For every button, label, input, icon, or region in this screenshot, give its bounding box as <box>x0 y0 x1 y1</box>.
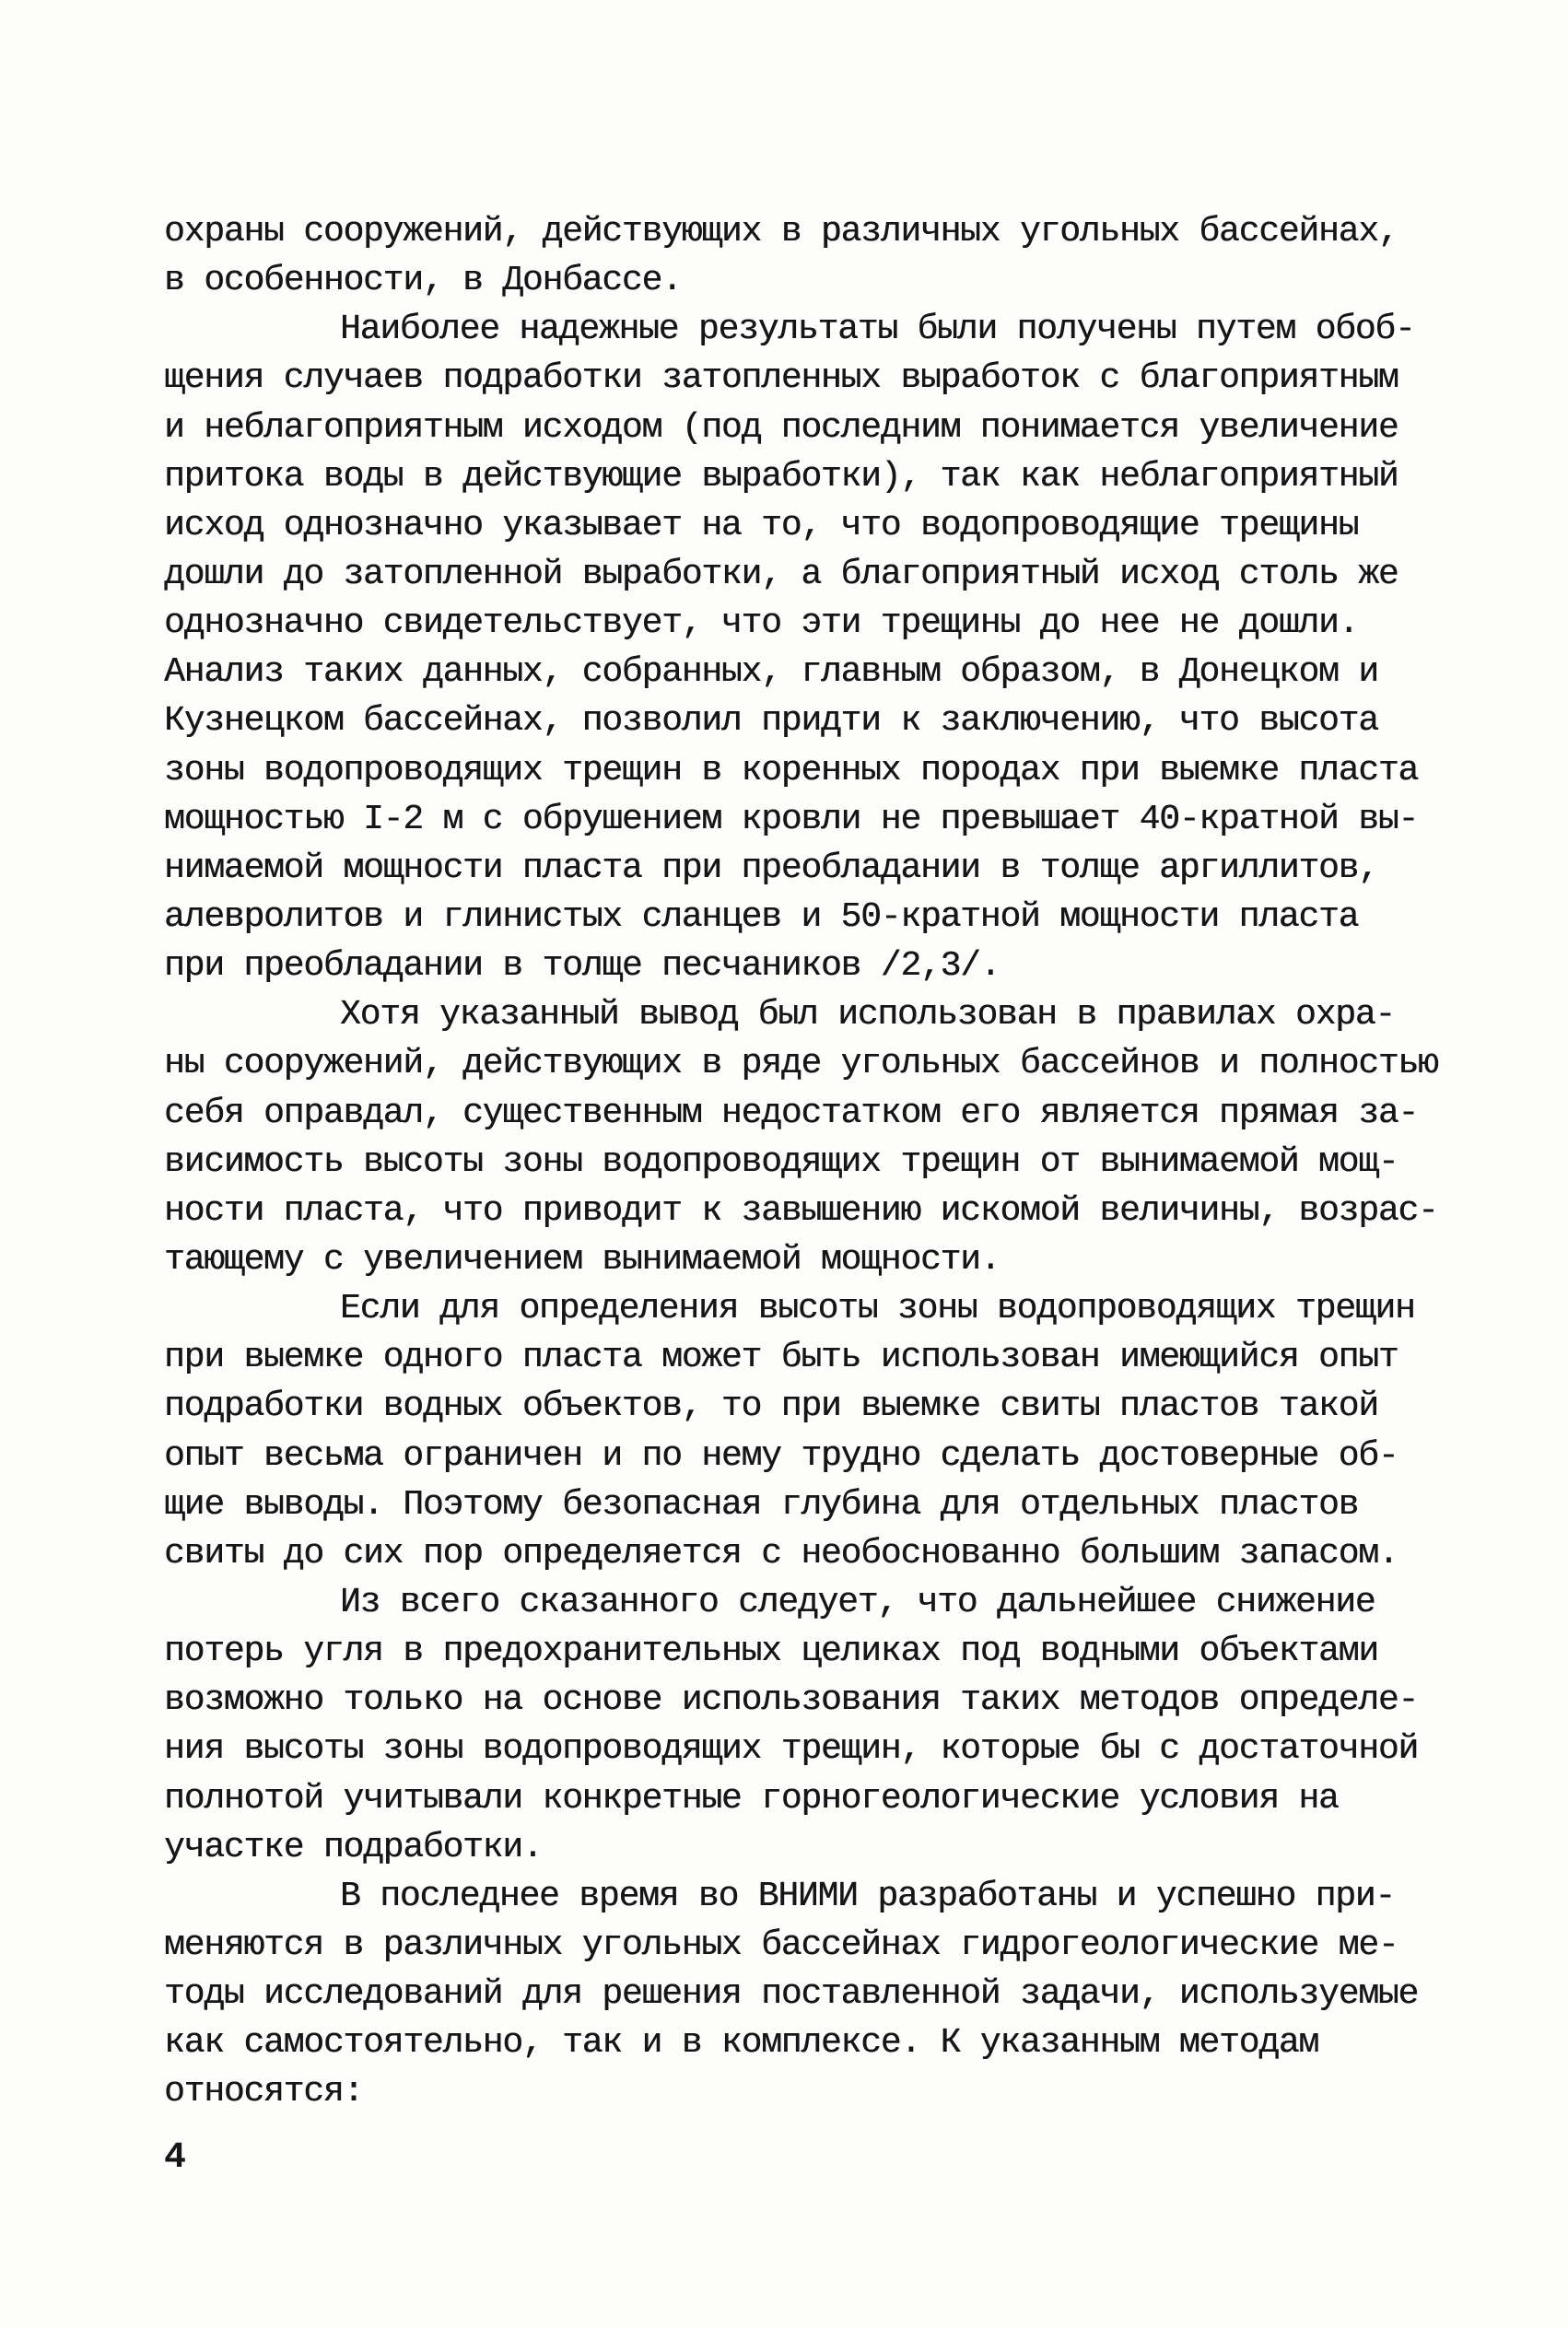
paragraph-first-line: Если для определения высоты зоны водопроводящих трещин <box>340 1289 1415 1329</box>
text-line: относятся: <box>164 2072 364 2112</box>
text-line: потерь угля в предохранительных целиках под водными объектами <box>164 1632 1378 1672</box>
text-line: подработки водных объектов, то при выемке свиты пластов такой <box>164 1386 1378 1427</box>
text-line: Кузнецком бассейнах, позволил придти к заключению, что высота <box>164 701 1378 742</box>
text-line: Анализ таких данных, собранных, главным образом, в Донецком и <box>164 652 1378 693</box>
text-line: возможно только на основе использования таких методов определе- <box>164 1680 1419 1721</box>
text-line: меняются в различных угольных бассейнах гидрогеологические ме- <box>164 1924 1398 1965</box>
text-line: опыт весьма ограничен и по нему трудно сделать достоверные об- <box>164 1435 1398 1476</box>
text-line: висимость высоты зоны водопроводящих трещин от вынимаемой мощ- <box>164 1141 1398 1182</box>
text-line: при преобладании в толще песчаников /2,3/. <box>164 946 1000 987</box>
text-line: щения случаев подработки затопленных выработок с благоприятным <box>164 358 1398 399</box>
text-line: участке подработки. <box>164 1827 543 1867</box>
text-line: ности пласта, что приводит к завышению искомой величины, возрас- <box>164 1190 1438 1231</box>
text-line: однозначно свидетельствует, что эти трещины до нее не дошли. <box>164 603 1359 644</box>
text-line: при выемке одного пласта может быть использован имеющийся опыт <box>164 1338 1398 1378</box>
paragraph-first-line: Наиболее надежные результаты были получены путем обоб- <box>340 310 1415 350</box>
text-line: зоны водопроводящих трещин в коренных породах при выемке пласта <box>164 750 1419 790</box>
text-line: ны сооружений, действующих в ряде угольных бассейнов и полностью <box>164 1044 1438 1084</box>
text-line: дошли до затопленной выработки, а благоприятный исход столь же <box>164 554 1398 594</box>
body-text <box>164 207 1438 2116</box>
text-line: исход однозначно указывает на то, что водопроводящие трещины <box>164 505 1359 545</box>
text-line: мощностью I-2 м с обрушением кровли не превышает 40-кратной вы- <box>164 799 1419 839</box>
text-line: свиты до сих пор определяется с необоснованно большим запасом. <box>164 1533 1398 1573</box>
text-line: как самостоятельно, так и в комплексе. К указанным методам <box>164 2023 1319 2064</box>
text-line: полнотой учитывали конкретные горногеологические условия на <box>164 1778 1339 1819</box>
paragraph-first-line: Из всего сказанного следует, что дальнейшее снижение <box>340 1582 1375 1622</box>
paragraph-first-line: В последнее время во ВНИМИ разработаны и успешно при- <box>340 1876 1395 1916</box>
text-line: тоды исследований для решения поставленной задачи, используемые <box>164 1974 1419 2015</box>
text-line: себя оправдал, существенным недостатком его является прямая за- <box>164 1093 1419 1133</box>
text-line: притока воды в действующие выработки), так как неблагоприятный <box>164 456 1398 497</box>
text-line: алевролитов и глинистых сланцев и 50-кратной мощности пласта <box>164 896 1359 937</box>
text-line: и неблагоприятным исходом (под последним понимается увеличение <box>164 407 1398 448</box>
text-line: нимаемой мощности пласта при преобладании в толще аргиллитов, <box>164 848 1378 888</box>
page-number: 4 <box>164 2137 187 2179</box>
paragraph-first-line: Хотя указанный вывод был использован в правилах охра- <box>340 995 1395 1035</box>
text-line: тающему с увеличением вынимаемой мощности. <box>164 1239 1000 1280</box>
text-line: охраны сооружений, действующих в различных угольных бассейнах, <box>164 212 1398 252</box>
text-line: щие выводы. Поэтому безопасная глубина для отдельных пластов <box>164 1484 1359 1525</box>
text-line: в особенности, в Донбассе. <box>164 261 682 301</box>
text-line: ния высоты зоны водопроводящих трещин, которые бы с достаточной <box>164 1729 1419 1770</box>
